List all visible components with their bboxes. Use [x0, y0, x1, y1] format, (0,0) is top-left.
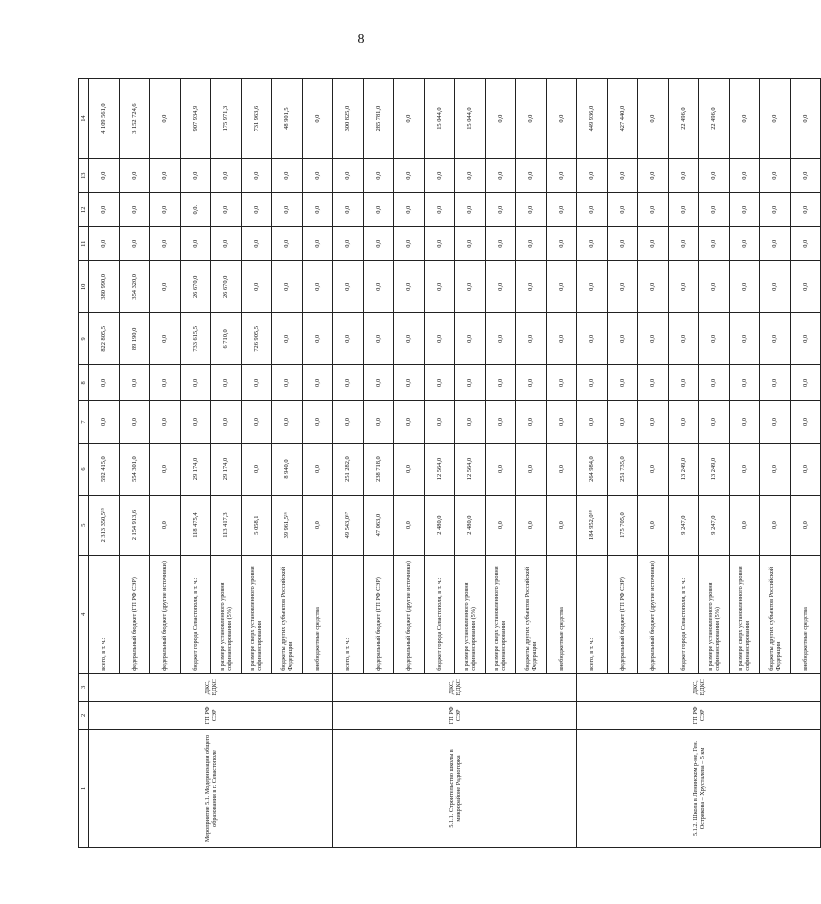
table-row	[89, 79, 120, 848]
value-cell: 0,0	[363, 401, 394, 443]
value-cell: 0,0	[485, 495, 516, 555]
value-cell: 12 564,0	[424, 443, 455, 495]
value-cell: 0,0	[607, 193, 638, 227]
column-number-9: 9	[79, 313, 89, 365]
value-cell: 0,0	[760, 159, 791, 193]
value-cell: 0,0	[638, 159, 669, 193]
value-cell: 0,0	[363, 313, 394, 365]
value-cell: 0,0	[272, 159, 303, 193]
value-cell: 0,0	[516, 313, 547, 365]
funding-source-label: бюджеты других субъектов Российской Федерации	[516, 555, 547, 673]
value-cell: 0,0	[302, 401, 333, 443]
value-cell: 0,0	[638, 313, 669, 365]
value-cell: 0,0	[485, 79, 516, 159]
value-cell: 0,0	[729, 227, 760, 261]
funding-source-label: внебюджетные средства	[302, 555, 333, 673]
value-cell: 0,0	[760, 227, 791, 261]
value-cell: 0,0	[668, 261, 699, 313]
value-cell: 0,0	[638, 401, 669, 443]
value-cell: 0,0	[424, 313, 455, 365]
column-number-8: 8	[79, 365, 89, 401]
value-cell: 0,0	[302, 261, 333, 313]
value-cell: 0,0	[150, 313, 181, 365]
value-cell: 0,0	[577, 261, 608, 313]
value-cell: 0,0	[760, 401, 791, 443]
value-cell: 0,0	[729, 261, 760, 313]
value-cell: 822 805,5	[89, 313, 120, 365]
value-cell: 0,0	[272, 313, 303, 365]
value-cell: 0,0	[790, 261, 821, 313]
value-cell: 0,0	[638, 495, 669, 555]
column-number-11: 11	[79, 227, 89, 261]
value-cell: 113 417,3	[211, 495, 242, 555]
funding-source-label: федеральный бюджет (ГП РФ СЭР)	[607, 555, 638, 673]
value-cell: 0,0	[272, 365, 303, 401]
value-cell: 592 415,0	[89, 443, 120, 495]
value-cell: 0,0	[394, 313, 425, 365]
value-cell: 0,0	[241, 193, 272, 227]
column-number-5: 5	[79, 495, 89, 555]
header-row	[79, 79, 89, 848]
value-cell: 49 543,0¹⁷	[333, 495, 364, 555]
executor-cell: ДКС, ЕДКС	[333, 673, 577, 701]
column-number-14: 14	[79, 79, 89, 159]
rotated-table-container	[78, 78, 809, 848]
value-cell: 13 249,0	[668, 443, 699, 495]
value-cell: 6 710,0	[211, 313, 242, 365]
value-cell: 731 963,6	[241, 79, 272, 159]
funding-source-label: федеральный бюджет (другие источники)	[394, 555, 425, 673]
value-cell: 0,0	[302, 159, 333, 193]
value-cell: 251 282,0	[333, 443, 364, 495]
value-cell: 15 044,0	[424, 79, 455, 159]
value-cell: 0,0	[607, 227, 638, 261]
value-cell: 0,0	[729, 443, 760, 495]
value-cell: 0,0	[790, 401, 821, 443]
funding-source-label: в размере сверх установленного уровня софинансирования	[241, 555, 272, 673]
value-cell: 0,0	[577, 193, 608, 227]
value-cell: 0,0	[485, 443, 516, 495]
value-cell: 238 718,0	[363, 443, 394, 495]
value-cell: 0,0	[638, 261, 669, 313]
value-cell: 0,0	[760, 79, 791, 159]
value-cell: 0,0	[333, 261, 364, 313]
measure-name: 5.1.1. Строительство школы в микрорайоне Радиогорка	[333, 729, 577, 847]
funding-source-label: бюджет города Севастополя, в т. ч.:	[424, 555, 455, 673]
value-cell: 47 063,0	[363, 495, 394, 555]
value-cell: 0,0	[241, 159, 272, 193]
value-cell: 0,0	[394, 365, 425, 401]
value-cell: 9 247,0	[699, 495, 730, 555]
column-number-7: 7	[79, 401, 89, 443]
value-cell: 0,0	[546, 365, 577, 401]
value-cell: 0,0	[272, 261, 303, 313]
value-cell: 0,0	[119, 401, 150, 443]
table-row	[577, 79, 608, 848]
value-cell: 0,0	[729, 495, 760, 555]
value-cell: 0,0	[516, 193, 547, 227]
value-cell: 0,0	[790, 365, 821, 401]
value-cell: 0,0	[485, 401, 516, 443]
value-cell: 0,0	[485, 227, 516, 261]
column-number-2: 2	[79, 701, 89, 729]
value-cell: 0,0	[760, 495, 791, 555]
value-cell: 0,0	[211, 159, 242, 193]
value-cell: 0,0.	[180, 193, 211, 227]
value-cell: 26 670,0	[180, 261, 211, 313]
value-cell: 0,0	[668, 159, 699, 193]
value-cell: 0,0	[668, 227, 699, 261]
funding-source-label: внебюджетные средства	[790, 555, 821, 673]
funding-source-label: бюджеты других субъектов Российской Федерации	[760, 555, 791, 673]
value-cell: 733 615,5	[180, 313, 211, 365]
value-cell: 0,0	[455, 159, 486, 193]
value-cell: 0,0	[394, 227, 425, 261]
value-cell: 48 901,5	[272, 79, 303, 159]
value-cell: 0,0	[516, 79, 547, 159]
value-cell: 0,0	[638, 365, 669, 401]
value-cell: 0,0	[577, 313, 608, 365]
value-cell: 3 152 724,6	[119, 79, 150, 159]
value-cell: 0,0	[150, 443, 181, 495]
value-cell: 0,0	[302, 495, 333, 555]
value-cell: 4 109 561,0	[89, 79, 120, 159]
value-cell: 29 174,0	[211, 443, 242, 495]
column-number-10: 10	[79, 261, 89, 313]
value-cell: 175 705,0	[607, 495, 638, 555]
value-cell: 0,0	[119, 227, 150, 261]
funding-source-label: федеральный бюджет (другие источники)	[150, 555, 181, 673]
value-cell: 0,0	[89, 401, 120, 443]
value-cell: 2 480,0	[455, 495, 486, 555]
column-number-3: 3	[79, 673, 89, 701]
value-cell: 0,0	[699, 159, 730, 193]
program-cell: ГП РФ СЭР	[89, 701, 333, 729]
value-cell: 0,0	[150, 261, 181, 313]
value-cell: 0,0	[394, 79, 425, 159]
value-cell: 0,0	[272, 401, 303, 443]
value-cell: 0,0	[394, 261, 425, 313]
value-cell: 0,0	[546, 159, 577, 193]
value-cell: 29 174,0	[180, 443, 211, 495]
value-cell: 0,0	[180, 159, 211, 193]
value-cell: 0,0	[699, 261, 730, 313]
funding-source-label: в размере установленного уровня софинансирования (5%)	[211, 555, 242, 673]
value-cell: 0,0	[211, 401, 242, 443]
funding-source-label: всего, в т. ч.:	[577, 555, 608, 673]
value-cell: 0,0	[424, 365, 455, 401]
value-cell: 0,0	[790, 79, 821, 159]
value-cell: 0,0	[790, 227, 821, 261]
value-cell: 0,0	[302, 443, 333, 495]
value-cell: 380 990,0	[89, 261, 120, 313]
page-number: 8	[357, 32, 365, 47]
value-cell: 0,0	[546, 495, 577, 555]
value-cell: 0,0	[302, 313, 333, 365]
value-cell: 175 971,3	[211, 79, 242, 159]
value-cell: 0,0	[455, 227, 486, 261]
value-cell: 0,0	[394, 193, 425, 227]
value-cell: 0,0	[302, 365, 333, 401]
value-cell: 0,0	[729, 79, 760, 159]
value-cell: 0,0	[485, 159, 516, 193]
value-cell: 0,0	[150, 79, 181, 159]
value-cell: 0,0	[424, 193, 455, 227]
value-cell: 0,0	[729, 313, 760, 365]
value-cell: 0,0	[699, 313, 730, 365]
value-cell: 15 044,0	[455, 79, 486, 159]
value-cell: 0,0	[516, 159, 547, 193]
value-cell: 0,0	[394, 159, 425, 193]
value-cell: 0,0	[180, 401, 211, 443]
value-cell: 26 670,0	[211, 261, 242, 313]
value-cell: 0,0	[638, 79, 669, 159]
value-cell: 0,0	[760, 261, 791, 313]
value-cell: 0,0	[485, 261, 516, 313]
value-cell: 0,0	[150, 193, 181, 227]
value-cell: 0,0	[89, 227, 120, 261]
value-cell: 0,0	[760, 443, 791, 495]
value-cell: 0,0	[638, 193, 669, 227]
value-cell: 554 301,0	[119, 443, 150, 495]
value-cell: 0,0	[241, 443, 272, 495]
value-cell: 0,0	[607, 159, 638, 193]
value-cell: 0,0	[516, 495, 547, 555]
value-cell: 0,0	[455, 261, 486, 313]
value-cell: 0,0	[577, 159, 608, 193]
value-cell: 0,0	[272, 193, 303, 227]
value-cell: 2 313 350,5¹⁵	[89, 495, 120, 555]
value-cell: 0,0	[394, 495, 425, 555]
value-cell: 0,0	[363, 261, 394, 313]
value-cell: 9 247,0	[668, 495, 699, 555]
value-cell: 0,0	[180, 365, 211, 401]
table-row	[333, 79, 364, 848]
value-cell: 0,0	[668, 365, 699, 401]
value-cell: 0,0	[546, 443, 577, 495]
value-cell: 0,0	[333, 227, 364, 261]
value-cell: 0,0	[577, 227, 608, 261]
value-cell: 22 496,0	[699, 79, 730, 159]
value-cell: 0,0	[150, 495, 181, 555]
value-cell: 0,0	[485, 193, 516, 227]
value-cell: 0,0	[546, 261, 577, 313]
value-cell: 0,0	[241, 261, 272, 313]
value-cell: 0,0	[790, 159, 821, 193]
value-cell: 0,0	[546, 401, 577, 443]
value-cell: 0,0	[241, 365, 272, 401]
value-cell: 0,0	[607, 401, 638, 443]
value-cell: 0,0	[577, 365, 608, 401]
value-cell: 8 940,0	[272, 443, 303, 495]
value-cell: 0,0	[699, 227, 730, 261]
value-cell: 0,0	[607, 261, 638, 313]
column-number-6: 6	[79, 443, 89, 495]
value-cell: 0,0	[211, 193, 242, 227]
value-cell: 0,0	[302, 193, 333, 227]
value-cell: 0,0	[119, 193, 150, 227]
value-cell: 22 496,0	[668, 79, 699, 159]
value-cell: 0,0	[485, 313, 516, 365]
value-cell: 0,0	[729, 193, 760, 227]
value-cell: 0,0	[363, 227, 394, 261]
value-cell: 0,0	[607, 365, 638, 401]
value-cell: 0,0	[180, 227, 211, 261]
value-cell: 264 984,0	[577, 443, 608, 495]
value-cell: 0,0	[424, 401, 455, 443]
value-cell: 39 961,5¹⁶	[272, 495, 303, 555]
value-cell: 5 058,1	[241, 495, 272, 555]
column-number-13: 13	[79, 159, 89, 193]
funding-source-label: федеральный бюджет (ГП РФ СЭР)	[363, 555, 394, 673]
value-cell: 0,0	[455, 365, 486, 401]
value-cell: 0,0	[455, 401, 486, 443]
value-cell: 12 564,0	[455, 443, 486, 495]
value-cell: 0,0	[89, 193, 120, 227]
measure-name: 5.1.2. Школа в Ленинском р-не, Ген. Острякова – Хрусталева – 5 км	[577, 729, 821, 847]
value-cell: 0,0	[394, 401, 425, 443]
value-cell: 0,0	[211, 365, 242, 401]
column-number-1: 1	[79, 729, 89, 847]
value-cell: 0,0	[455, 313, 486, 365]
funding-source-label: бюджет города Севастополя, в т. ч.:	[180, 555, 211, 673]
value-cell: 0,0	[790, 193, 821, 227]
funding-source-label: всего, в т. ч.:	[333, 555, 364, 673]
value-cell: 0,0	[363, 365, 394, 401]
value-cell: 0,0	[546, 227, 577, 261]
value-cell: 0,0	[607, 313, 638, 365]
executor-cell: ДКС, ЕДКС	[89, 673, 333, 701]
value-cell: 449 936,0	[577, 79, 608, 159]
value-cell: 0,0	[638, 443, 669, 495]
value-cell: 2 154 913,6	[119, 495, 150, 555]
value-cell: 0,0	[333, 401, 364, 443]
value-cell: 13 249,0	[699, 443, 730, 495]
value-cell: 0,0	[516, 365, 547, 401]
value-cell: 0,0	[668, 193, 699, 227]
value-cell: 0,0	[333, 193, 364, 227]
value-cell: 0,0	[699, 365, 730, 401]
value-cell: 0,0	[729, 365, 760, 401]
value-cell: 0,0	[516, 401, 547, 443]
value-cell: 118 475,4	[180, 495, 211, 555]
value-cell: 0,0	[363, 193, 394, 227]
funding-source-label: в размере установленного уровня софинансирования (5%)	[699, 555, 730, 673]
value-cell: 0,0	[150, 365, 181, 401]
value-cell: 0,0	[89, 365, 120, 401]
value-cell: 0,0	[729, 401, 760, 443]
executor-cell: ДКС, ЕДКС	[577, 673, 821, 701]
value-cell: 0,0	[790, 495, 821, 555]
value-cell: 0,0	[333, 159, 364, 193]
value-cell: 0,0	[302, 227, 333, 261]
value-cell: 0,0	[760, 193, 791, 227]
value-cell: 0,0	[89, 159, 120, 193]
value-cell: 0,0	[241, 401, 272, 443]
funding-source-label: в размере сверх установленного уровня софинансирования	[485, 555, 516, 673]
value-cell: 0,0	[119, 159, 150, 193]
value-cell: 0,0	[668, 401, 699, 443]
value-cell: 0,0	[333, 365, 364, 401]
funding-source-label: бюджеты других субъектов Российской Федерации	[272, 555, 303, 673]
value-cell: 907 934,9	[180, 79, 211, 159]
value-cell: 0,0	[302, 79, 333, 159]
value-cell: 0,0	[546, 313, 577, 365]
program-cell: ГП РФ СЭР	[333, 701, 577, 729]
value-cell: 0,0	[577, 401, 608, 443]
value-cell: 0,0	[211, 227, 242, 261]
value-cell: 300 825,0	[333, 79, 364, 159]
value-cell: 0,0	[729, 159, 760, 193]
funding-source-label: внебюджетные средства	[546, 555, 577, 673]
value-cell: 0,0	[790, 313, 821, 365]
value-cell: 89 190,0	[119, 313, 150, 365]
value-cell: 0,0	[424, 261, 455, 313]
value-cell: 184 952,0¹⁸	[577, 495, 608, 555]
value-cell: 0,0	[333, 313, 364, 365]
funding-source-label: в размере установленного уровня софинансирования (5%)	[455, 555, 486, 673]
value-cell: 0,0	[790, 443, 821, 495]
value-cell: 0,0	[668, 313, 699, 365]
value-cell: 0,0	[546, 79, 577, 159]
value-cell: 0,0	[516, 261, 547, 313]
value-cell: 0,0	[516, 443, 547, 495]
value-cell: 726 905,5	[241, 313, 272, 365]
value-cell: 0,0	[119, 365, 150, 401]
funding-source-label: бюджет города Севастополя, в т. ч.:	[668, 555, 699, 673]
funding-source-label: в размере сверх установленного уровня софинансирования	[729, 555, 760, 673]
value-cell: 427 440,0	[607, 79, 638, 159]
program-cell: ГП РФ СЭР	[577, 701, 821, 729]
value-cell: 0,0	[241, 227, 272, 261]
value-cell: 0,0	[394, 443, 425, 495]
value-cell: 0,0	[760, 365, 791, 401]
value-cell: 0,0	[150, 159, 181, 193]
value-cell: 0,0	[699, 401, 730, 443]
value-cell: 0,0	[485, 365, 516, 401]
value-cell: 0,0	[150, 227, 181, 261]
value-cell: 0,0	[699, 193, 730, 227]
value-cell: 0,0	[760, 313, 791, 365]
value-cell: 0,0	[150, 401, 181, 443]
value-cell: 354 320,0	[119, 261, 150, 313]
column-number-12: 12	[79, 193, 89, 227]
value-cell: 0,0	[516, 227, 547, 261]
funding-source-label: всего, в т. ч.:	[89, 555, 120, 673]
value-cell: 0,0	[546, 193, 577, 227]
measure-name: Мероприятие 5.1. Модернизация общего образования в г. Севастополе	[89, 729, 333, 847]
value-cell: 285 781,0	[363, 79, 394, 159]
value-cell: 0,0	[363, 159, 394, 193]
value-cell: 0,0	[272, 227, 303, 261]
value-cell: 2 480,0	[424, 495, 455, 555]
value-cell: 0,0	[424, 159, 455, 193]
value-cell: 0,0	[424, 227, 455, 261]
value-cell: 251 735,0	[607, 443, 638, 495]
value-cell: 0,0	[638, 227, 669, 261]
funding-source-label: федеральный бюджет (другие источники)	[638, 555, 669, 673]
budget-table	[78, 78, 821, 848]
value-cell: 0,0	[455, 193, 486, 227]
column-number-4: 4	[79, 555, 89, 673]
funding-source-label: федеральный бюджет (ГП РФ СЭР)	[119, 555, 150, 673]
